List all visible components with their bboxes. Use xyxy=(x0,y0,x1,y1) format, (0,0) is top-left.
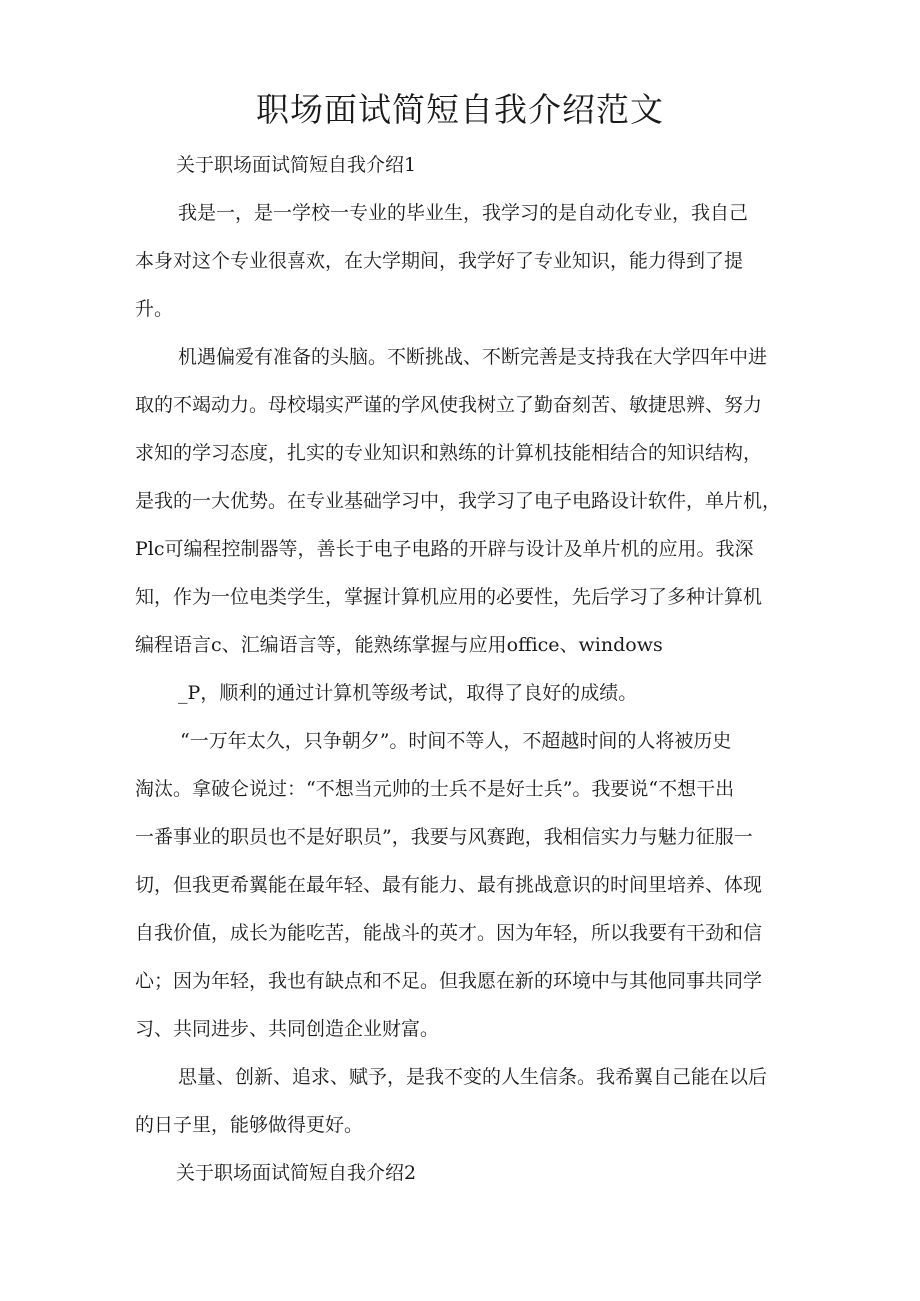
paragraph-line: 切，但我更希翼能在最年轻、最有能力、最有挑战意识的时间里培养、体现 xyxy=(135,874,763,896)
paragraph-line: Plc可编程控制器等，善长于电子电路的开辟与设计及单片机的应用。我深 xyxy=(135,538,754,560)
paragraph-line: 升。 xyxy=(135,298,174,320)
paragraph-line: 机遇偏爱有准备的头脑。不断挑战、不断完善是支持我在大学四年中进 xyxy=(178,346,768,368)
paragraph-line: 取的不竭动力。母校塌实严谨的学风使我树立了勤奋刻苦、敏捷思辨、努力 xyxy=(135,394,763,416)
paragraph-line: 本身对这个专业很喜欢，在大学期间，我学好了专业知识，能力得到了提 xyxy=(135,250,744,272)
document-title: 职场面试简短自我介绍范文 xyxy=(256,90,664,129)
paragraph-line: 淘汰。拿破仑说过：“不想当元帅的士兵不是好士兵”。我要说“不想干出 xyxy=(135,778,735,800)
paragraph-line: 知，作为一位电类学生，掌握计算机应用的必要性，先后学习了多种计算机 xyxy=(135,586,763,608)
paragraph-line: 思量、创新、追求、赋予，是我不变的人生信条。我希翼自己能在以后 xyxy=(178,1066,768,1088)
section-heading: 关于职场面试简短自我介绍2 xyxy=(176,1162,417,1184)
paragraph-line: 自我价值，成长为能吃苦，能战斗的英才。因为年轻，所以我要有干劲和信 xyxy=(135,922,763,944)
paragraph-line: 的日子里，能够做得更好。 xyxy=(135,1114,364,1136)
paragraph-line: 求知的学习态度，扎实的专业知识和熟练的计算机技能相结合的知识结构， xyxy=(135,442,763,464)
paragraph-line: 是我的一大优势。在专业基础学习中，我学习了电子电路设计软件，单片机， xyxy=(135,490,782,512)
paragraph-line: 编程语言c、汇编语言等，能熟练掌握与应用office、windows xyxy=(135,634,663,656)
paragraph-line: 心；因为年轻，我也有缺点和不足。但我愿在新的环境中与其他同事共同学 xyxy=(135,970,763,992)
paragraph-line: “一万年太久，只争朝夕”。时间不等人，不超越时间的人将被历史 xyxy=(180,730,732,752)
paragraph-line: 我是一，是一学校一专业的毕业生，我学习的是自动化专业，我自己 xyxy=(178,202,749,224)
paragraph-line: 一番事业的职员也不是好职员”，我要与风赛跑，我相信实力与魅力征服一 xyxy=(135,826,753,848)
section-heading: 关于职场面试简短自我介绍1 xyxy=(176,154,417,176)
paragraph-line: 习、共同进步、共同创造企业财富。 xyxy=(135,1018,440,1040)
paragraph-line: _P，顺利的通过计算机等级考试，取得了良好的成绩。 xyxy=(178,682,638,704)
